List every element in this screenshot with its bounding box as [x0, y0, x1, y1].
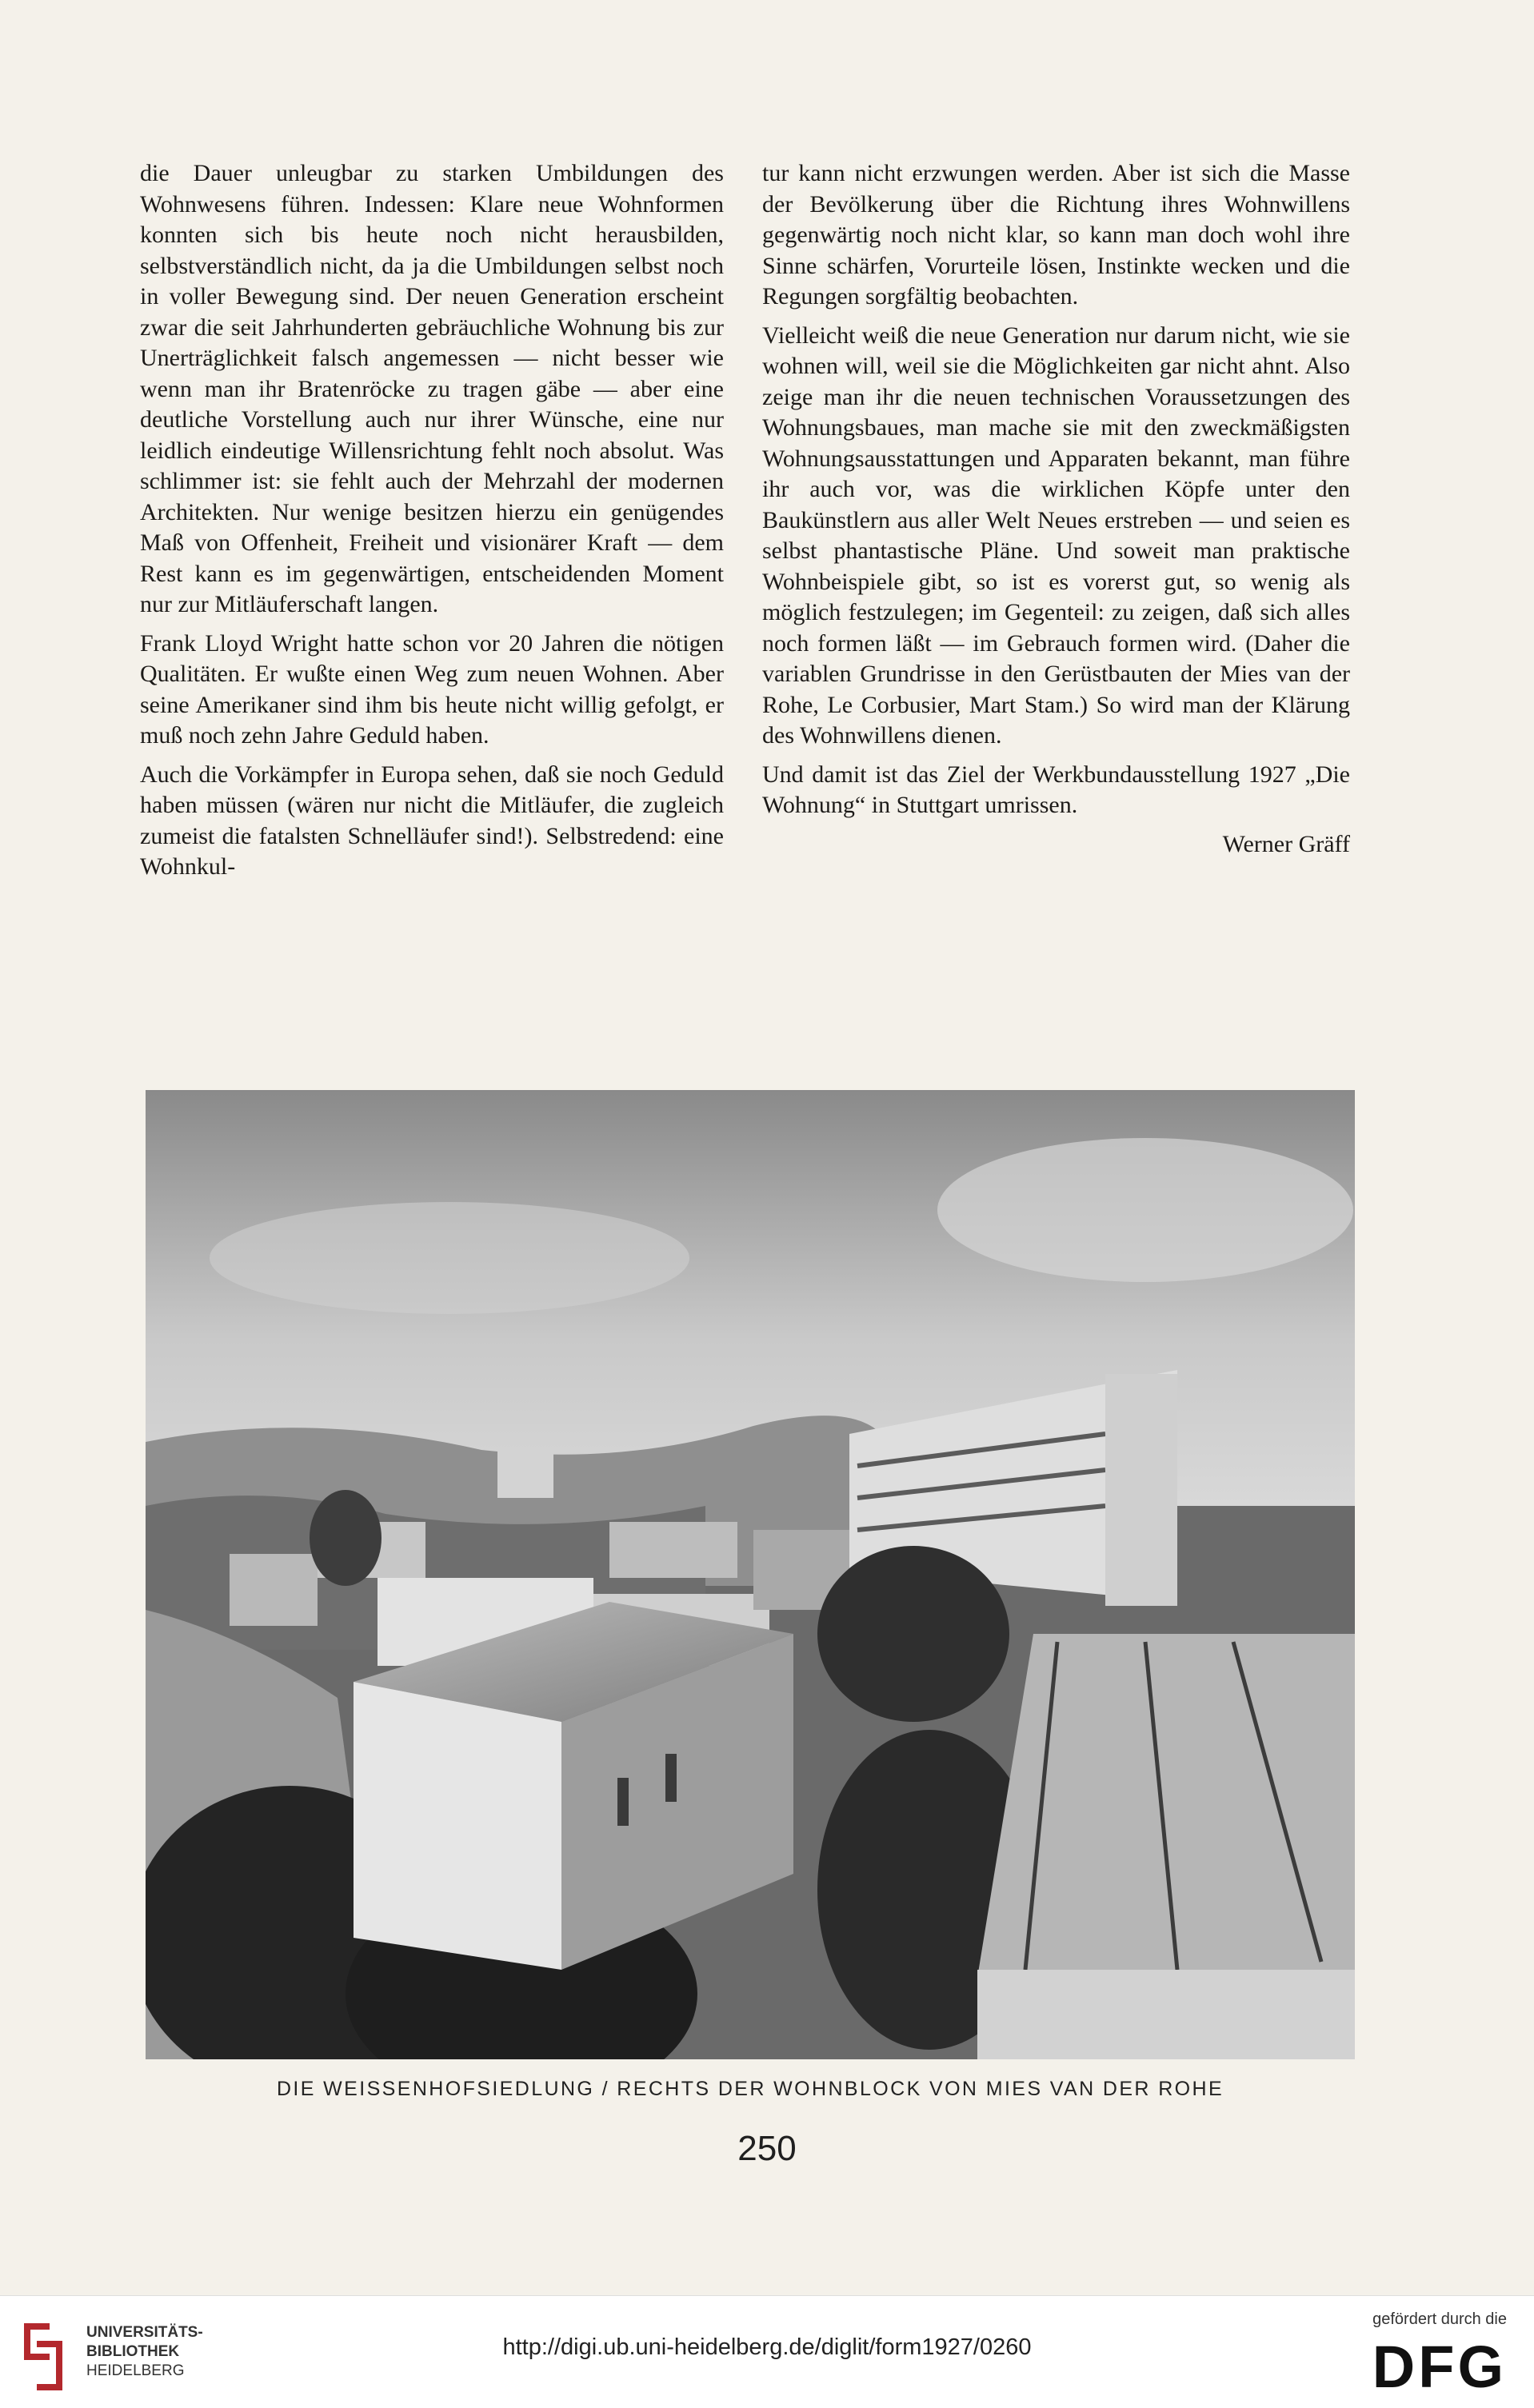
paragraph: Und damit ist das Ziel der Werkbundausstellung 1927 „Die Wohnung“ in Stuttgart umrissen. [762, 761, 1350, 818]
text-column-right [762, 158, 1350, 868]
author-signature: Werner Gräff [1222, 830, 1350, 857]
paragraph: die Dauer unleugbar zu starken Umbildungen des Wohnwesens führen. Indessen: Klare neue Wohnformen konnten sich bis heute noch nicht herausbilden, selbstverständlich nicht, da ja die Umbildungen selbst noch in voller Bewegung sind. Der neuen Generation erscheint zwar die seit Jahrhunderten gebräuchliche Wohnung bis zur Unerträglichkeit falsch angemessen — nicht besser wie wenn man ihr Bratenröcke zu tragen gäbe — aber eine deutliche Vorstellung auch nur ihrer Wünsche, eine nur leidlich eindeutige Willensrichtung fehlt noch absolut. Was schlimmer ist: sie fehlt auch der Mehrzahl der modernen Architekten. Nur wenige besitzen hierzu ein genügendes Maß von Offenheit, Freiheit und visionärer Kraft — dem Rest kann es im gegenwärtigen, entscheidenden Moment nur zur Mitläuferschaft langen. [140, 160, 724, 617]
paragraph: Vielleicht weiß die neue Generation nur darum nicht, wie sie wohnen will, weil sie die Möglichkeiten gar nicht ahnt. Also zeige man ihr die neuen technischen Voraussetzungen des Wohnungsbaues, man mache sie mit den zweckmäßigsten Wohnungsausstattungen und Apparaten bekannt, man führe ihr auch vor, was die wirklichen Köpfe unter den Baukünstlern aus aller Welt Neues erstreben — und seien es selbst phantastische Pläne. Und soweit man praktische Wohnbeispiele gibt, so ist es vorerst gut, so wenig als möglich festzulegen; im Gegenteil: zu zeigen, daß sich alles noch formen läßt — im Gebrauch formen wird. (Daher die variablen Grundrisse in den Gerüstbauten der Mies van der Rohe, Le Corbusier, Mart Stam.) So wird man der Klärung des Wohnwillens dienen. [762, 321, 1350, 749]
page-number: 250 [737, 2129, 797, 2168]
paragraph: Auch die Vorkämpfer in Europa sehen, daß sie noch Geduld haben müssen (wären nur nicht die Mitläufer, die zugleich zumeist die fatalsten Schnelläufer sind!). Selbstredend: eine Wohnkul- [140, 761, 724, 880]
library-name-line: BIBLIOTHEK [86, 2343, 180, 2360]
text-column-left [140, 158, 724, 891]
paragraph: tur kann nicht erzwungen werden. Aber ist sich die Masse der Bevölkerung über die Richtung ihres Wohnwillens gegenwärtig noch nicht klar, so kann man doch wohl ihre Sinne schärfen, Vorurteile lösen, Instinkte wecken und die Regungen sorgfältig beobachten. [762, 160, 1350, 309]
paragraph: Frank Lloyd Wright hatte schon vor 20 Jahren die nötigen Qualitäten. Er wußte einen Weg zum neuen Wohnen. Aber seine Amerikaner sind ihm bis heute nicht willig gefolgt, er muß noch zehn Jahre Geduld haben. [140, 629, 724, 749]
dfg-logo: DFG [1372, 2334, 1507, 2400]
weissenhof-photograph [146, 1090, 1355, 2059]
permalink-url[interactable]: http://digi.ub.uni-heidelberg.de/diglit/form1927/0260 [502, 2334, 1032, 2360]
library-name-line: UNIVERSITÄTS- [86, 2324, 203, 2341]
viewer-footer [0, 2295, 1534, 2408]
photo-caption: DIE WEISSENHOFSIEDLUNG / RECHTS DER WOHNBLOCK VON MIES VAN DER ROHE [276, 2078, 1224, 2100]
library-name-line: HEIDELBERG [86, 2362, 185, 2379]
funding-label: gefördert durch die [1372, 2310, 1507, 2328]
photo-illustration [146, 1090, 1355, 2059]
